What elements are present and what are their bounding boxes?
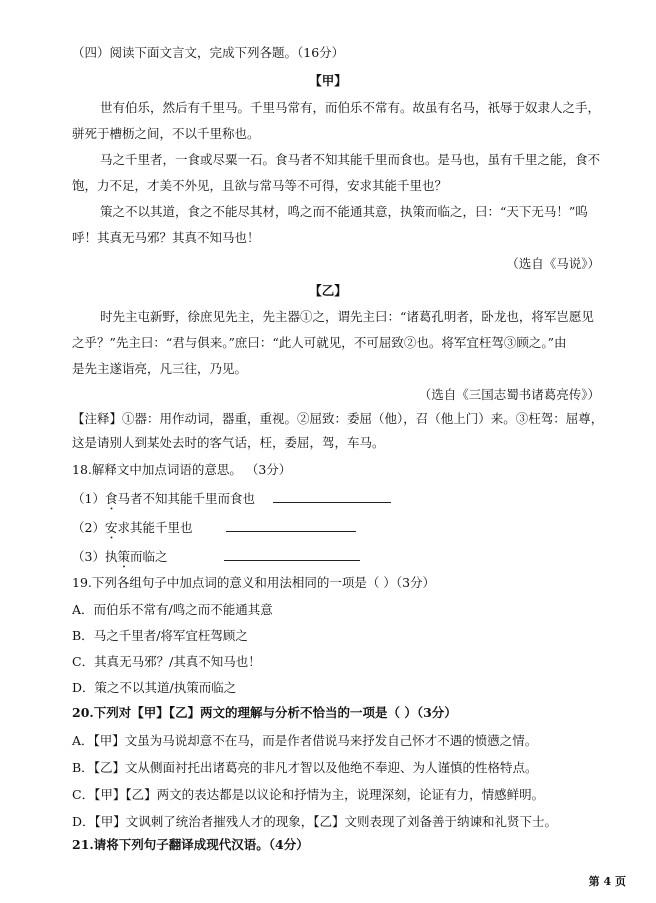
option-text: 策之不以其道/执策而临之 (94, 680, 237, 695)
q18-item-num: （2） (72, 520, 105, 535)
q18-item-text: 马者不知其能千里而食也 (117, 491, 255, 506)
yi-paragraph-line: 时先主屯新野，徐庶见先主，先主器①之，谓先主曰：“诸葛孔明者，卧龙也，将军岂愿见 (100, 309, 594, 324)
option-text: 而伯乐不常有/鸣之而不能通其意 (93, 602, 273, 617)
option-label: C． (72, 787, 95, 802)
answer-blank[interactable] (226, 519, 356, 532)
jia-paragraph-line: 马之千里者，一食或尽粟一石。食马者不知其能千里而食也。是马也，虽有千里之能，食不 (100, 152, 601, 167)
option-text: 【乙】文从侧面衬托出诸葛亮的非凡才智以及他绝不奉迎、为人谨慎的性格特点。 (93, 760, 538, 775)
q20-option-c[interactable] (72, 786, 544, 804)
notes-line: 这是请别人到某处去时的客气话，枉，委屈，驾，车马。 (72, 435, 385, 450)
jia-paragraph-line: 策之不以其道，食之不能尽其材，鸣之而不能通其意，执策而临之，曰：“天下无马！”呜 (100, 204, 588, 219)
q19-option-d[interactable] (72, 679, 236, 697)
q18-item-dot-word: 安 (104, 520, 118, 535)
option-label: B． (72, 628, 94, 643)
jia-paragraph-line: 饱，力不足，才美不外见，且欲与常马等不可得，安求其能千里也？ (72, 178, 448, 193)
q18-item-num: （3） (72, 549, 105, 564)
answer-blank[interactable] (273, 490, 391, 503)
q18-stem: 18.解释文中加点词语的意思。 （3分） (72, 462, 292, 477)
section-title: （四）阅读下面文言文，完成下列各题。（16分） (72, 45, 345, 60)
q20-option-a[interactable] (72, 732, 537, 750)
q18-item-3 (72, 548, 360, 571)
q21-stem: 21.请将下列句子翻译成现代汉语。（4分） (72, 837, 309, 852)
q20-option-b[interactable] (72, 759, 537, 777)
q18-item-2 (72, 519, 356, 542)
q19-stem: 19.下列各组句子中加点词的意义和用法相同的一项是（ ）（3分） (72, 575, 436, 590)
option-text: 【甲】文虽为马说却意不在马，而是作者借说马来抒发自己怀才不遇的愤懑之情。 (93, 733, 538, 748)
option-label: A． (72, 733, 94, 748)
option-label: B． (72, 760, 94, 775)
q18-item-dot-word: 食 (104, 491, 118, 506)
yi-heading: 【乙】 (309, 283, 347, 298)
q19-option-c[interactable] (72, 653, 261, 671)
q20-option-d[interactable] (72, 813, 557, 831)
q18-item-text: 执 (104, 549, 118, 564)
jia-paragraph-line: 骈死于槽枥之间，不以千里称也。 (72, 126, 260, 141)
q19-option-a[interactable] (72, 601, 273, 619)
q19-option-b[interactable] (72, 627, 248, 645)
q20-stem: 20.下列对【甲】【乙】两文的理解与分析不恰当的一项是（ ）（3分） (72, 705, 457, 720)
yi-paragraph-line: 是先主遂诣亮，凡三往，乃见。 (72, 361, 248, 376)
q18-item-dot-word: 策 (117, 549, 130, 564)
q18-item-text: 而临之 (129, 549, 168, 564)
q18-item-num: （1） (72, 491, 105, 506)
answer-blank[interactable] (224, 548, 360, 561)
option-text: 【甲】文讽刺了统治者摧残人才的现象，【乙】文则表现了刘备善于纳谏和礼贤下士。 (94, 814, 558, 829)
q18-item-1 (72, 490, 391, 513)
option-text: 马之千里者/将军宜枉驾顾之 (93, 628, 248, 643)
option-label: D． (72, 680, 95, 695)
jia-source: （选自《马说》） (506, 256, 600, 271)
notes-line: 【注释】①器：用作动词，器重，重视。②屈致：委屈（他），召（他上门）来。③枉驾：屈尊， (72, 411, 604, 426)
jia-heading: 【甲】 (309, 73, 347, 88)
option-label: C． (72, 654, 95, 669)
q18-item-text: 求其能千里也 (117, 520, 193, 535)
yi-paragraph-line: 之乎？”先主曰：“君与俱来。”庶曰：“此人可就见，不可屈致②也。将军宜枉驾③顾之。”由 (72, 335, 567, 350)
page-number: 第 4 页 (588, 875, 626, 888)
option-text: 【甲】【乙】两文的表达都是以议论和抒情为主，说理深刻，论证有力，情感鲜明。 (94, 787, 545, 802)
yi-source: （选自《三国志蜀书诸葛亮传》） (418, 387, 600, 402)
jia-paragraph-line: 呼！其真无马邪？其真不知马也！ (72, 230, 260, 245)
option-label: A． (72, 602, 94, 617)
option-label: D． (72, 814, 95, 829)
option-text: 其真无马邪？/其真不知马也！ (94, 654, 261, 669)
jia-paragraph-line: 世有伯乐，然后有千里马。千里马常有，而伯乐不常有。故虽有名马，祇辱于奴隶人之手， (100, 100, 601, 115)
